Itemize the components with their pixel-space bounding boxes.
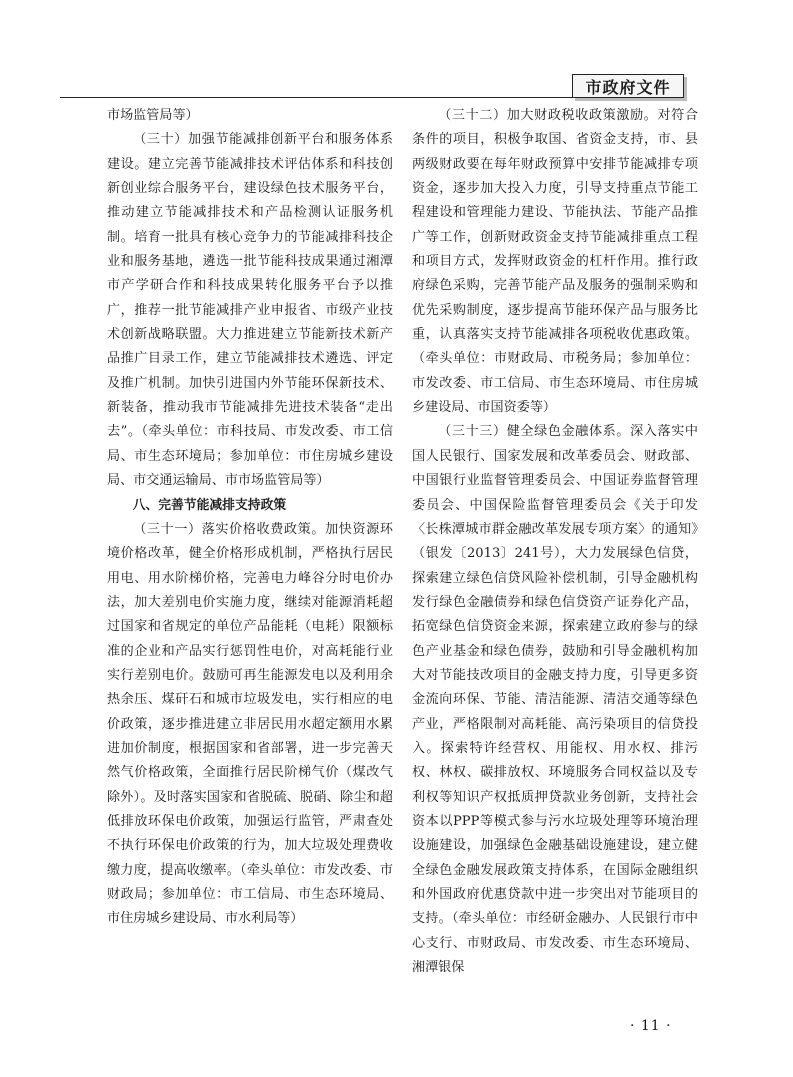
page-number: · 11 · xyxy=(630,1018,672,1034)
paragraph: 市场监管局等） xyxy=(107,108,199,123)
paragraph: （三十三）健全绿色金融体系。深入落实中国人民银行、国家发展和改革委员会、财政部、中国银行业监督管理委员会、中国证券监督管理委员会、中国保险监督管理委员会《关于印发〈长株潭城市群金融改革发展专项方案〉的通知》（银发〔2013〕241号），大力发展绿色信贷，探索建立绿色信贷风险补偿机制，引导金融机构发行绿色金融债券和绿色信贷资产证券化产品，拓宽绿色信贷资金来源，探索建立政府参与的绿色产业基金和绿色债券，鼓励和引导金融机构加大对节能技改项目的金融支持力度，引导更多资金流向环保、节能、清洁能源、清洁交通等绿色产业，严格限制对高耗能、高污染项目的信贷投入。探索特许经营权、用能权、用水权、排污权、林权、碳排放权、环境服务合同权益以及专利权等知识产权抵质押贷款业务创新，支持社会资本以PPP等模式参与污水垃圾处理等环境治理设施建设，加强绿色金融基础设施建设，建立健全绿色金融发展政策支持体系，在国际金融组织和外国政府优惠贷款中进一步突出对节能项目的支持。（牵头单位：市经研金融办、人民银行市中心支行、市财政局、市发改委、市生态环境局、湘潭银保 xyxy=(412,424,698,976)
paragraph: （三十一）落实价格收费政策。加快资源环境价格改革，健全价格形成机制，严格执行居民用电、用水阶梯价格，完善电力峰谷分时电价办法，加大差别电价实施力度，继续对能源消耗超过国家和省规定的单位产品能耗（电耗）限额标准的企业和产品实行惩罚性电价，对高耗能行业实行差别电价。鼓励可再生能源发电以及利用余热余压、煤矸石和城市垃圾发电，实行相应的电价政策，逐步推进建立非居民用水超定额用水累进加价制度，根据国家和省部署，进一步完善天然气价格政策，全面推行居民阶梯气价（煤改气除外）。及时落实国家和省脱硫、脱硝、除尘和超低排放环保电价政策，加强运行监管，严肃查处不执行环保电价政策的行为，加大垃圾处理费收缴力度，提高收缴率。（牵头单位：市发改委、市财政局；参加单位：市工信局、市生态环境局、市住房城乡建设局、市水利局等） xyxy=(107,521,393,927)
section-label: 市政府文件 xyxy=(572,74,684,98)
paragraph: （三十）加强节能减排创新平台和服务体系建设。建立完善节能减排技术评估体系和科技创新创业综合服务平台，建设绿色技术服务平台，推动建立节能减排技术和产品检测认证服务机制。培育一批具有核心竞争力的节能减排科技企业和服务基地，遴选一批节能科技成果通过湘潭市产学研合作和科技成果转化服务平台予以推广，推荐一批节能减排产业申报省、市级产业技术创新战略联盟。大力推进建立节能新技术新产品推广目录工作，建立节能减排技术遴选、评定及推广机制。加快引进国内外节能环保新技术、新装备，推动我市节能减排先进技术装备“走出去”。（牵头单位：市科技局、市发改委、市工信局、市生态环境局；参加单位：市住房城乡建设局、市交通运输局、市市场监管局等） xyxy=(107,132,393,489)
paragraph: （三十二）加大财政税收政策激励。对符合条件的项目，积极争取国、省资金支持，市、县两级财政要在每年财政预算中安排节能减排专项资金，逐步加大投入力度，引导支持重点节能工程建设和管理能力建设、节能执法、节能产品推广等工作，创新财政资金支持节能减排重点工程和项目方式，发挥财政资金的杠杆作用。推行政府绿色采购，完善节能产品及服务的强制采购和优先采购制度，逐步提高节能环保产品与服务比重，认真落实支持节能减排各项税收优惠政策。（牵头单位：市财政局、市税务局；参加单位：市发改委、市工信局、市生态环境局、市住房城乡建设局、市国资委等） xyxy=(412,108,698,416)
left-column xyxy=(107,104,393,932)
right-column xyxy=(412,104,698,980)
section-heading: 八、完善节能减排支持政策 xyxy=(132,497,287,513)
